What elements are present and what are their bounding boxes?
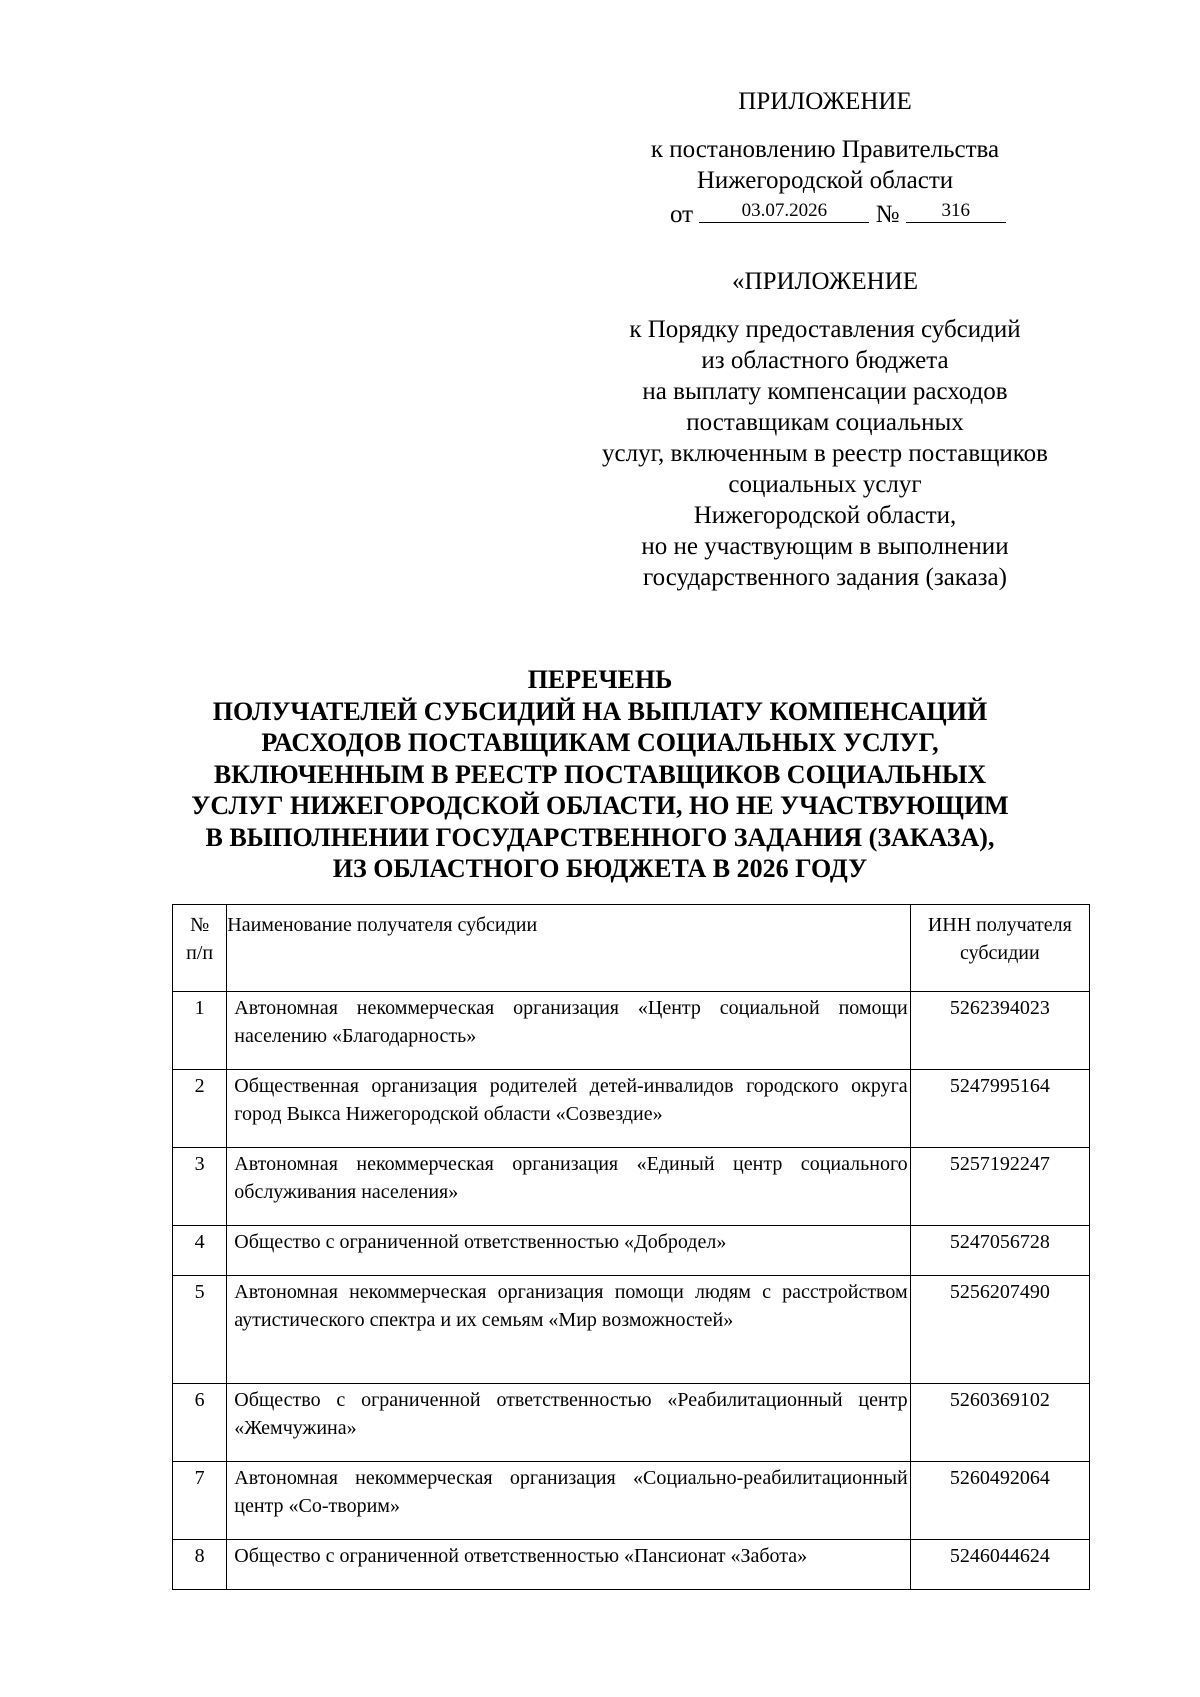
list-heading-line: РАСХОДОВ ПОСТАВЩИКАМ СОЦИАЛЬНЫХ УСЛУГ, xyxy=(261,728,939,757)
table-row xyxy=(173,1462,1090,1540)
row-num: 2 xyxy=(173,1070,227,1148)
table-row xyxy=(173,1540,1090,1590)
row-num: 8 xyxy=(173,1540,227,1590)
list-heading-line: ПЕРЕЧЕНЬ xyxy=(527,665,673,694)
row-inn: 5246044624 xyxy=(910,1540,1089,1590)
table-row xyxy=(173,1384,1090,1462)
appendix2-subtitle-line: на выплату компенсации расходов xyxy=(642,378,1008,405)
appendix-subtitle-line: к постановлению Правительства xyxy=(650,136,1000,163)
row-num: 6 xyxy=(173,1384,227,1462)
row-num: 5 xyxy=(173,1276,227,1384)
appendix2-subtitle-line: услуг, включенным в реестр поставщиков xyxy=(602,440,1048,467)
list-heading-line: ВКЛЮЧЕННЫМ В РЕЕСТР ПОСТАВЩИКОВ СОЦИАЛЬНЫХ xyxy=(213,759,987,789)
row-name: Общественная организация родителей детей-инвалидов городского округа город Выкса Нижегородской области «Созвездие» xyxy=(227,1070,910,1148)
row-inn: 5256207490 xyxy=(910,1276,1089,1384)
header-inn-line: ИНН получателя xyxy=(927,914,1072,936)
resolution-date: 03.07.2026 xyxy=(699,200,869,223)
row-name: Автономная некоммерческая организация «Единый центр социального обслуживания населения» xyxy=(227,1148,910,1226)
row-num: 1 xyxy=(173,992,227,1070)
list-heading-line: УСЛУГ НИЖЕГОРОДСКОЙ ОБЛАСТИ, НО НЕ УЧАСТВУЮЩИМ xyxy=(191,791,1009,820)
table-row xyxy=(173,1226,1090,1276)
row-name: Общество с ограниченной ответственностью «Реабилитационный центр «Жемчужина» xyxy=(227,1384,910,1462)
row-inn: 5247995164 xyxy=(910,1070,1089,1148)
header-num xyxy=(173,905,227,992)
table-row xyxy=(173,1070,1090,1148)
row-inn: 5262394023 xyxy=(910,992,1089,1070)
row-inn: 5257192247 xyxy=(910,1148,1089,1226)
resolution-number: 316 xyxy=(906,200,1006,223)
row-name: Общество с ограниченной ответственностью «Добродел» xyxy=(227,1226,910,1276)
list-heading xyxy=(150,664,1050,885)
appendix2-subtitle-line: поставщикам социальных xyxy=(686,409,964,436)
appendix2-title: «ПРИЛОЖЕНИЕ xyxy=(732,268,918,295)
appendix2-subtitle-line: Нижегородской области, xyxy=(693,502,957,529)
appendix-subtitle-line: Нижегородской области xyxy=(696,167,954,194)
recipients-table xyxy=(172,904,1090,1590)
list-heading-line: ИЗ ОБЛАСТНОГО БЮДЖЕТА В 2026 ГОДУ xyxy=(332,854,868,883)
header-inn-line: субсидии xyxy=(959,942,1040,964)
row-name: Автономная некоммерческая организация «Центр социальной помощи населению «Благодарность» xyxy=(227,992,910,1070)
row-name: Автономная некоммерческая организация помощи людям с расстройством аутистического спектра и их семьям «Мир возможностей» xyxy=(227,1276,910,1384)
table-header-row xyxy=(173,905,1090,992)
appendix-subtitle xyxy=(560,134,1090,196)
appendix2-subtitle-line: но не участвующим в выполнении xyxy=(641,533,1009,560)
list-heading-line: В ВЫПОЛНЕНИИ ГОСУДАРСТВЕННОГО ЗАДАНИЯ (ЗАКАЗА), xyxy=(205,822,995,852)
appendix2-subtitle-line: из областного бюджета xyxy=(701,347,949,374)
row-num: 7 xyxy=(173,1462,227,1540)
header-num-line: п/п xyxy=(186,942,214,964)
appendix2-subtitle xyxy=(560,314,1090,593)
table-row xyxy=(173,1148,1090,1226)
appendix2-subtitle-line: государственного задания (заказа) xyxy=(643,564,1007,591)
appendix-title: ПРИЛОЖЕНИЕ xyxy=(738,88,912,115)
appendix2-subtitle-line: к Порядку предоставления субсидий xyxy=(629,316,1021,343)
header-num-line: № xyxy=(190,914,210,936)
row-num: 4 xyxy=(173,1226,227,1276)
row-inn: 5260369102 xyxy=(910,1384,1089,1462)
row-name: Автономная некоммерческая организация «Социально-реабилитационный центр «Со-творим» xyxy=(227,1462,910,1540)
header-inn xyxy=(910,905,1089,992)
table-row xyxy=(173,1276,1090,1384)
appendix2-subtitle-line: социальных услуг xyxy=(728,471,922,498)
table-row xyxy=(173,992,1090,1070)
row-num: 3 xyxy=(173,1148,227,1226)
list-heading-line: ПОЛУЧАТЕЛЕЙ СУБСИДИЙ НА ВЫПЛАТУ КОМПЕНСАЦИЙ xyxy=(212,696,988,726)
header-name: Наименование получателя субсидии xyxy=(227,905,910,992)
row-name: Общество с ограниченной ответственностью «Пансионат «Забота» xyxy=(227,1540,910,1590)
number-prefix: № xyxy=(875,201,900,228)
resolution-date-number xyxy=(670,200,1006,230)
row-inn: 5247056728 xyxy=(910,1226,1089,1276)
row-inn: 5260492064 xyxy=(910,1462,1089,1540)
date-prefix: от xyxy=(670,201,694,228)
